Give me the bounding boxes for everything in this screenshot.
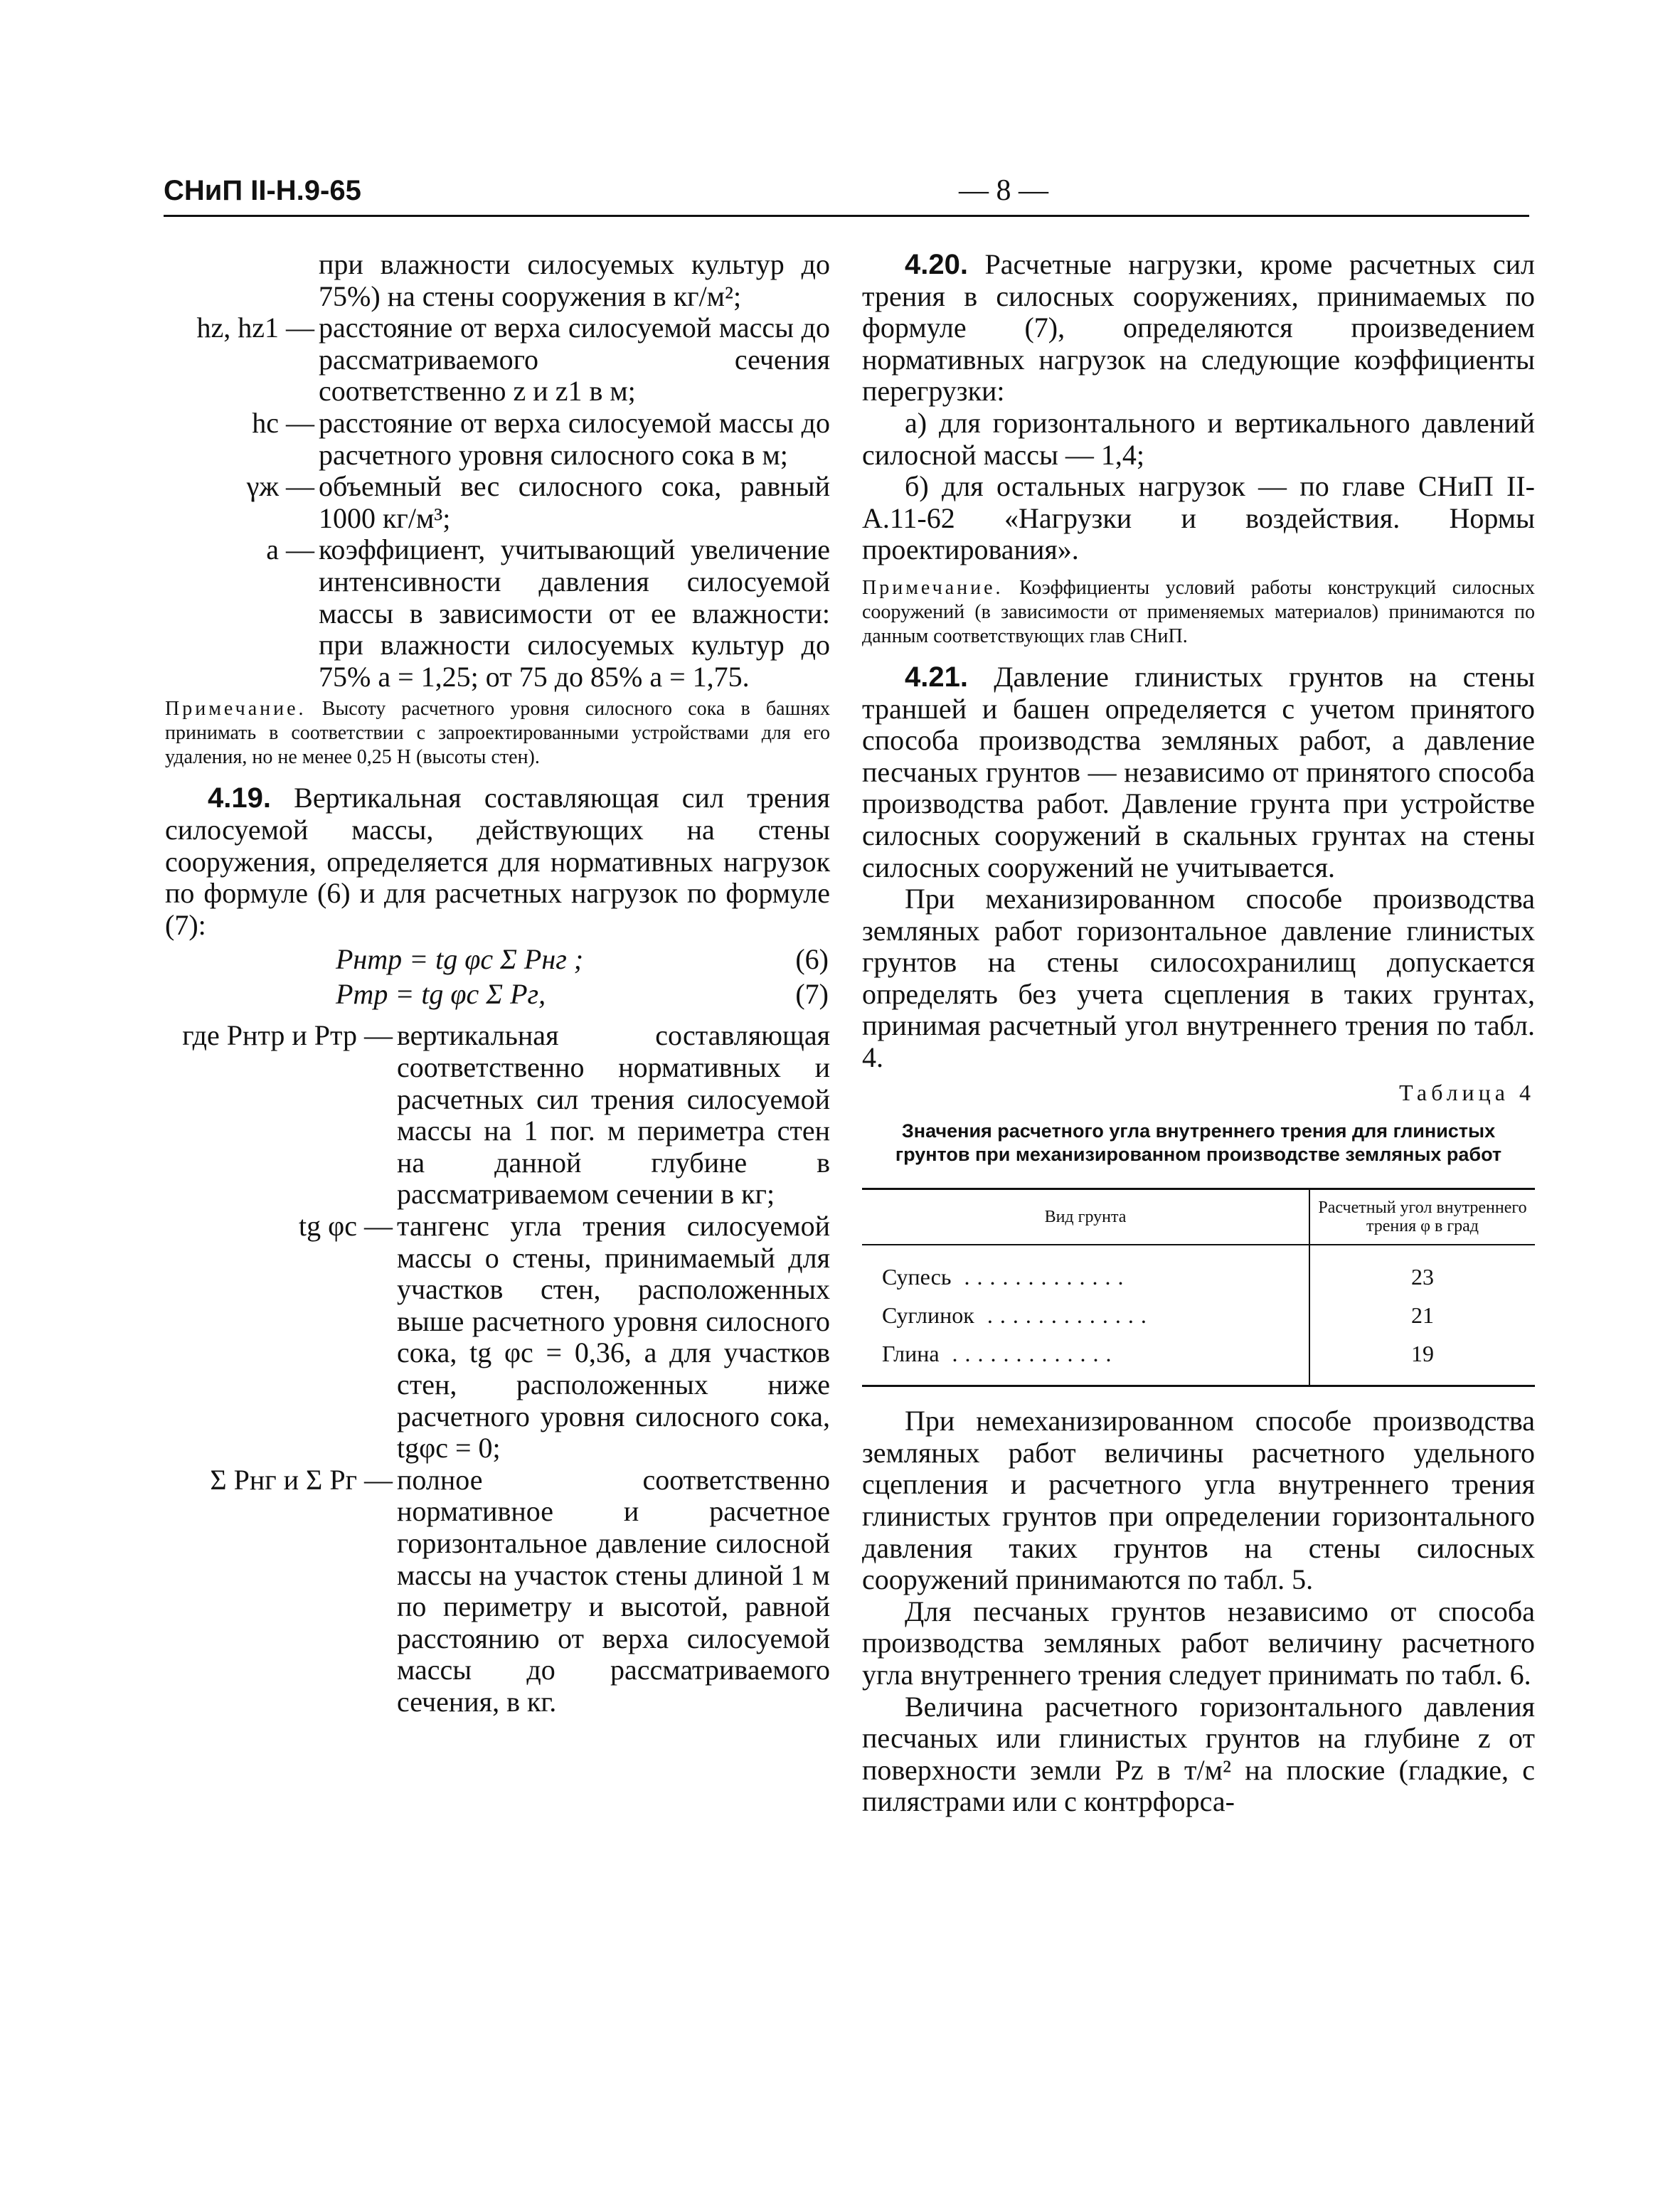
soil-type-name: Суглинок — [882, 1302, 974, 1329]
page-number: — 8 — — [959, 174, 1048, 207]
note-2-title: Примечание. — [862, 576, 1004, 599]
formula-6-expression: Pнтр = tg φc Σ Pнг ; — [336, 943, 584, 976]
paragraph-text: Давление глинистых грунтов на стены траншей и башен определяется с учетом принятого способа производства земляных работ, а давление песчаных грунтов — независимо от принятого способа производства работ. Давление грунта при устройстве силосных сооружений в скальных грунтах на стены силосных сооружений не учитывается. — [862, 660, 1536, 883]
definition-text: коэффициент, учитывающий увеличение интенсивности давления силосуемой массы в зависимости от ее влажности: при влажности силосуемых культур до 75% a = 1,25; от 75 до 85% a = 1,75. — [319, 533, 830, 693]
formula-7-number: (7) — [795, 977, 829, 1010]
paragraph-4-20 — [862, 249, 1535, 408]
formula-6-number: (6) — [795, 943, 829, 976]
formula-7-expression: Pтр = tg φc Σ Pг, — [336, 977, 546, 1010]
definition-term: γж — — [246, 470, 314, 503]
formula-definitions-list — [165, 1020, 830, 1718]
right-column — [862, 249, 1535, 1818]
definition-term: hc — — [252, 406, 314, 439]
column-header-soil-type: Вид грунта — [862, 1189, 1309, 1245]
table-title: Значения расчетного угла внутреннего трения для глинистых грунтов при механизированном производстве земляных работ — [895, 1120, 1502, 1166]
leader-dots: ............. — [951, 1264, 1131, 1290]
table-row — [862, 1296, 1535, 1334]
paragraph-4-21 — [862, 661, 1535, 883]
note-1 — [165, 697, 830, 770]
paragraph-sand: Для песчаных грунтов независимо от способа производства земляных работ величину расчетного угла внутреннего трения следует принимать по табл. 6. — [862, 1595, 1535, 1691]
list-item-a: а) для горизонтального и вертикального давлений силосной массы — 1,4; — [862, 406, 1535, 471]
leader-dots: ............. — [939, 1341, 1119, 1367]
definition-term: a — — [266, 533, 314, 566]
soil-type-cell — [862, 1245, 1309, 1296]
definition-text: расстояние от верха силосуемой массы до рассматриваемого сечения соответственно z и z1 в м; — [319, 312, 830, 408]
definition-text: тангенс угла трения силосуемой массы о стены, принимаемый для участков стен, расположенных выше расчетного уровня силосного сока, tg φc = 0,36, а для участков стен, расположенных ниже расчетного уровня силосного сока, tgφc = 0; — [397, 1210, 830, 1464]
left-column — [165, 249, 830, 1718]
friction-angle-table — [862, 1188, 1535, 1387]
definition-text: вертикальная составляющая соответственно нормативных и расчетных сил трения силосуемой массы на 1 пог. м периметра стен на данной глубине в рассматриваемом сечении в кг; — [397, 1019, 830, 1211]
definitions-list — [165, 312, 830, 693]
note-2-text: Коэффициенты условий работы конструкций силосных сооружений (в зависимости от применяемых материалов) принимаются по данным соответствующих глав СНиП. — [862, 576, 1535, 647]
formula-7 — [165, 979, 830, 1011]
definition-text: расстояние от верха силосуемой массы до расчетного уровня силосного сока в м; — [319, 406, 830, 471]
formula-6 — [165, 944, 830, 976]
column-header-friction-angle: Расчетный угол внутреннего трения φ в град — [1309, 1189, 1535, 1245]
note-2 — [862, 576, 1535, 649]
table-row — [862, 1334, 1535, 1386]
paragraph-number: 4.21. — [905, 661, 968, 693]
list-item-b: б) для остальных нагрузок — по главе СНиП II-А.11-62 «Нагрузки и воздействия. Нормы проектирования». — [862, 470, 1535, 566]
note-1-text: Высоту расчетного уровня силосного сока в башнях принимать в соответствии с запроектированными устройствами для его удаления, но не менее 0,25 H (высоты стен). — [165, 698, 830, 769]
definition-term: Σ Pнг и Σ Pг — — [210, 1463, 393, 1496]
friction-angle-value: 19 — [1411, 1341, 1434, 1367]
paragraph-text: Вертикальная составляющая сил трения силосуемой массы, действующих на стены сооружения, определяется для нормативных нагрузок по формуле (6) и для расчетных нагрузок по формуле (7): — [165, 782, 831, 941]
note-1-title: Примечание. — [165, 698, 307, 721]
paragraph-text: Расчетные нагрузки, кроме расчетных сил трения в силосных сооружениях, принимаемых по формуле (7), определяются произведением нормативных нагрузок на следующие коэффициенты перегрузки: — [862, 248, 1535, 408]
definition-term: tg φc — — [299, 1210, 393, 1243]
definition-text: объемный вес силосного сока, равный 1000 кг/м³; — [319, 470, 830, 534]
definition-continuation: при влажности силосуемых культур до 75%) на стены сооружения в кг/м²; — [319, 248, 830, 312]
paragraph-pressure: Величина расчетного горизонтального давления песчаных или глинистых грунтов на глубине z от поверхности земли Pz в т/м² на плоские (гладкие, с пилястрами или с контрфорса- — [862, 1690, 1535, 1818]
paragraph-4-19 — [165, 782, 830, 941]
friction-angle-value: 23 — [1411, 1264, 1434, 1290]
leader-dots: ............. — [974, 1302, 1154, 1329]
table-header-row — [862, 1189, 1535, 1245]
definition-text: полное соответственно нормативное и расчетное горизонтальное давление силосной массы на участок стены длиной 1 м по периметру и высотой, равной расстоянию от верха силосуемой массы до рассматриваемого сечения, в кг. — [397, 1463, 830, 1718]
page-header — [164, 172, 1529, 217]
friction-angle-value: 21 — [1411, 1302, 1434, 1329]
paragraph-non-mechanized: При немеханизированном способе производства земляных работ величины расчетного удельного сцепления и расчетного угла внутреннего трения глинистых грунтов при определении горизонтального давления таких грунтов на стены силосных сооружений принимаются по табл. 5. — [862, 1405, 1535, 1596]
table-label: Таблица 4 — [1399, 1079, 1535, 1105]
definition-term: где Pнтр и Pтр — — [182, 1019, 393, 1052]
paragraph-number: 4.19. — [208, 782, 271, 814]
definition-term: hz, hz1 — — [196, 312, 314, 344]
table-row — [862, 1245, 1535, 1296]
paragraph-number: 4.20. — [905, 249, 968, 280]
soil-type-cell — [862, 1334, 1309, 1386]
document-code: СНиП II-Н.9-65 — [164, 175, 361, 206]
soil-type-cell — [862, 1296, 1309, 1334]
soil-type-name: Глина — [882, 1341, 940, 1367]
soil-type-name: Супесь — [882, 1264, 952, 1290]
paragraph-mechanized: При механизированном способе производства земляных работ горизонтальное давление глинистых грунтов на стены силосохранилищ допускается определять без учета сцепления в таких грунтах, принимая расчетный угол внутреннего трения по табл. 4. — [862, 883, 1535, 1074]
